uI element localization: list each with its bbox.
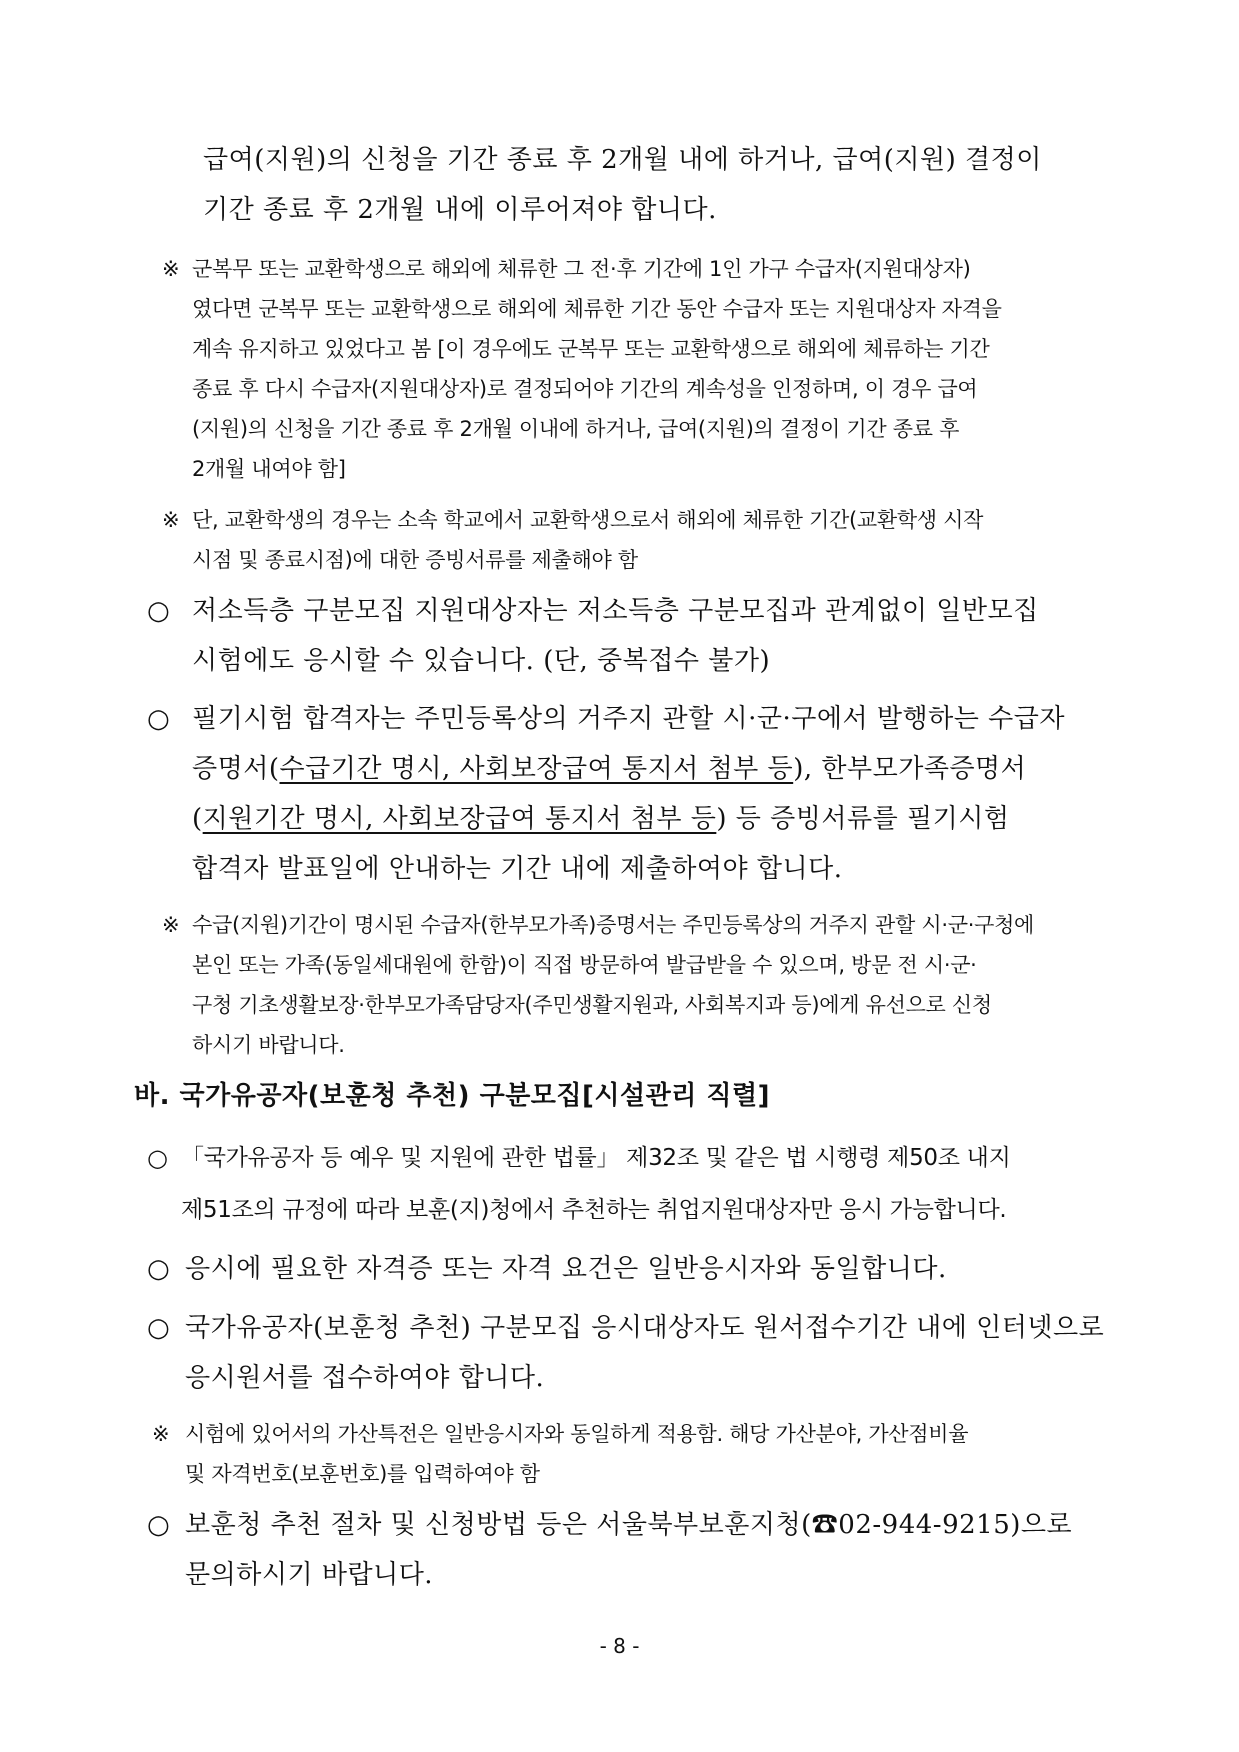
section-heading: 바. 국가유공자(보훈청 추천) 구분모집[시설관리 직렬] (134, 1081, 771, 1111)
bullet-circle: ○ (147, 1254, 171, 1284)
note-line: 본인 또는 가족(동일세대원에 한함)이 직접 방문하여 발급받을 수 있으며, 방문 전 시·군· (192, 953, 977, 977)
text-line: 급여(지원)의 신청을 기간 종료 후 2개월 내에 하거나, 급여(지원) 결정이 (203, 145, 1042, 175)
text-span: ), 한부모가족증명서 (793, 754, 1027, 784)
note-line: 2개월 내여야 함] (192, 457, 346, 481)
bullet-line: 응시원서를 접수하여야 합니다. (185, 1363, 545, 1393)
note-line: 였다면 군복무 또는 교환학생으로 해외에 체류한 기간 동안 수급자 또는 지원대상자 자격을 (192, 297, 1002, 321)
note-mark: ※ (162, 508, 180, 532)
note-line: 종료 후 다시 수급자(지원대상자)로 결정되어야 기간의 계속성을 인정하며, 이 경우 급여 (192, 377, 978, 401)
note-line: 및 자격번호(보훈번호)를 입력하여야 함 (185, 1462, 540, 1486)
note-mark: ※ (162, 257, 180, 281)
text-span: 증명서( (192, 754, 280, 784)
underlined-text: 수급기간 명시, 사회보장급여 통지서 첨부 등 (279, 754, 794, 784)
note-mark: ※ (162, 913, 180, 937)
note-line: 구청 기초생활보장·한부모가족담당자(주민생활지원과, 사회복지과 등)에게 유선으로 신청 (192, 993, 992, 1017)
bullet-line: 필기시험 합격자는 주민등록상의 거주지 관할 시·군·구에서 발행하는 수급자 (192, 704, 1065, 734)
note-line: 단, 교환학생의 경우는 소속 학교에서 교환학생으로서 해외에 체류한 기간(교환학생 시작 (192, 508, 984, 532)
bullet-line: 제51조의 규정에 따라 보훈(지)청에서 추천하는 취업지원대상자만 응시 가능합니다. (181, 1197, 1007, 1223)
note-line: 시험에 있어서의 가산특전은 일반응시자와 동일하게 적용함. 해당 가산분야, 가산점비율 (185, 1422, 969, 1446)
bullet-line: 시험에도 응시할 수 있습니다. (단, 중복접수 불가) (192, 646, 771, 676)
bullet-circle: ○ (147, 704, 171, 734)
text-span: ) 등 증빙서류를 필기시험 (716, 804, 1010, 834)
bullet-line: 응시에 필요한 자격증 또는 자격 요건은 일반응시자와 동일합니다. (185, 1254, 947, 1284)
bullet-line: 합격자 발표일에 안내하는 기간 내에 제출하여야 합니다. (192, 854, 843, 884)
bullet-line (192, 794, 1009, 844)
note-line: (지원)의 신청을 기간 종료 후 2개월 이내에 하거나, 급여(지원)의 결정이 기간 종료 후 (192, 417, 960, 441)
bullet-circle: ○ (147, 596, 171, 626)
underlined-text: 지원기간 명시, 사회보장급여 통지서 첨부 등 (202, 804, 717, 834)
text-line: 기간 종료 후 2개월 내에 이루어져야 합니다. (203, 195, 717, 225)
bullet-circle: ○ (147, 1510, 171, 1540)
bullet-line: 「국가유공자 등 예우 및 지원에 관한 법률」 제32조 및 같은 법 시행령 제50조 내지 (181, 1145, 1011, 1171)
note-line: 계속 유지하고 있었다고 봄 [이 경우에도 군복무 또는 교환학생으로 해외에 체류하는 기간 (192, 337, 990, 361)
note-line: 시점 및 종료시점)에 대한 증빙서류를 제출해야 함 (192, 548, 638, 572)
note-line: 하시기 바랍니다. (192, 1033, 345, 1057)
bullet-line: 보훈청 추천 절차 및 신청방법 등은 서울북부보훈지청(☎02-944-9215)으로 (185, 1510, 1073, 1540)
note-line: 군복무 또는 교환학생으로 해외에 체류한 그 전·후 기간에 1인 가구 수급자(지원대상자) (192, 257, 971, 281)
bullet-line: 저소득층 구분모집 지원대상자는 저소득층 구분모집과 관계없이 일반모집 (192, 596, 1039, 626)
bullet-line (192, 744, 1026, 794)
bullet-circle: ○ (147, 1313, 171, 1343)
text-span: ( (192, 804, 203, 834)
note-mark: ※ (152, 1422, 170, 1446)
bullet-line: 국가유공자(보훈청 추천) 구분모집 응시대상자도 원서접수기간 내에 인터넷으로 (185, 1313, 1105, 1343)
bullet-circle: ○ (147, 1144, 168, 1172)
bullet-line: 문의하시기 바랍니다. (185, 1560, 434, 1590)
page-number: - 8 - (599, 1634, 640, 1658)
note-line: 수급(지원)기간이 명시된 수급자(한부모가족)증명서는 주민등록상의 거주지 관할 시·군·구청에 (192, 913, 1035, 937)
